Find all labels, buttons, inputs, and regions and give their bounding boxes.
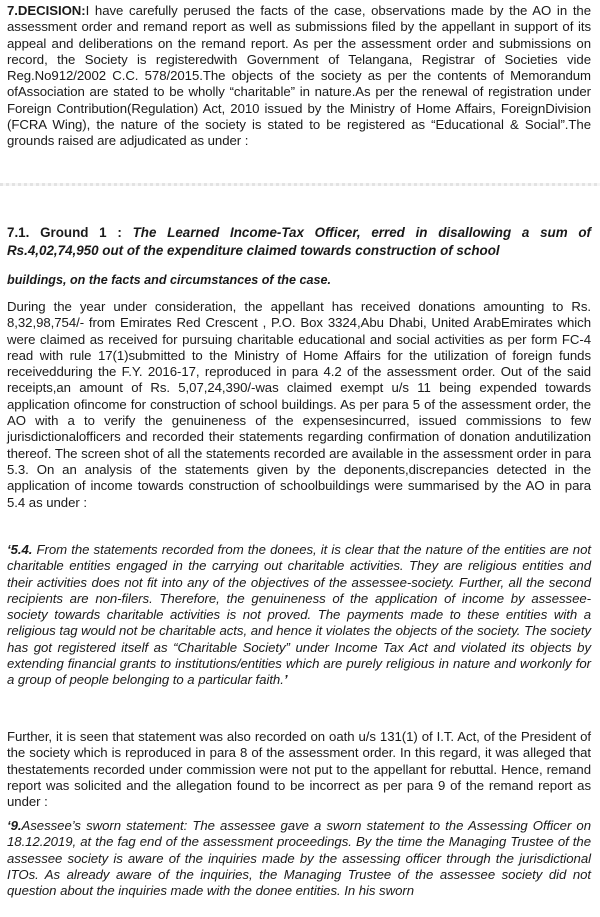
ground-title: The Learned Income-Tax Officer, erred in disallowing a sum of Rs.4,02,74,950 out of the expenditure claimed towards construction of school <box>7 225 592 258</box>
ground-number: 7.1. Ground 1 : <box>7 225 122 240</box>
scan-artifact-line <box>0 183 600 186</box>
oath-paragraph: Further, it is seen that statement was also recorded on oath u/s 131(1) of I.T. Act, of the President of the society which is reproduced in para 8 of the assessment order. In this regard, it was alleged that thestatements recorded under commission were not put to the appellant for rebuttal. Hence, remand report was solicited and the allegation found to be incorrect as per para 9 of the remand report as under : <box>7 729 591 810</box>
quote-9-text: Asessee’s sworn statement: The assessee gave a sworn statement to the Assessing Officer on 18.12.2019, at the fag end of the assessment proceedings. By the time the Managing Trustee of the assessee society is aware of the inquiries made by the assessing officer through the jurisdictional ITOs. As already aware of the inquiries, the Managing Trustee of the assessee society did not question about the inquiries made with the donee entities. In his sworn <box>7 818 591 899</box>
decision-heading: 7.DECISION: <box>7 3 86 18</box>
decision-paragraph <box>7 3 591 150</box>
quote-para-9 <box>7 818 591 899</box>
quote-5-4-close: ’ <box>283 672 288 688</box>
quote-9-lead: ‘9. <box>7 818 22 833</box>
quote-para-5-4 <box>7 542 591 689</box>
quote-5-4-lead: ‘5.4. <box>7 542 33 557</box>
donations-paragraph: During the year under consideration, the appellant has received donations amounting to Rs. 8,32,98,754/- from Emirates Red Crescent , P.O. Box 3324,Abu Dhabi, United ArabEmirates which were claimed as received for pursuing charitable educational and social activities as per form FC-4 read with rule 17(1)submitted to the Ministry of Home Affairs for the utilization of foreign funds receivedduring the F.Y. 2016-17, reproduced in para 4.2 of the assessment order. Out of the said receipts,an amount of Rs. 5,07,24,390/-was claimed exempt u/s 11 being expended towards application ofincome for construction of school buildings. As per para 5 of the assessment order, the AO with a to verify the genuineness of the expensesincurred, issued commissions to few jurisdictionalofficers and recorded their statements regarding confirmation of donation andutilization thereof. The screen shot of all the statements recorded are available in the assessment order in para 5.3. On an analysis of the statements given by the deponents,discrepancies detected in the application of income towards construction of schoolbuildings were summarised by the AO in para 5.4 as under : <box>7 299 591 510</box>
decision-text: I have carefully perused the facts of the case, observations made by the AO in the assessment order and remand report as well as submissions filed by the appellant in support of its appeal and deliberations on the remand report. As per the assessment order and submissions on record, the Society is registeredwith Government of Telangana, Registrar of Societies vide Reg.No912/2002 C.C. 578/2015.The objects of the society as per the contents of Memorandum ofAssociation are stated to be wholly “charitable” in nature.As per the renewal of registration under Foreign Contribution(Regulation) Act, 2010 issued by the Ministry of Home Affairs, ForeignDivision (FCRA Wing), the nature of the society is stated to be registered as “Educational & Social”.The grounds raised are adjudicated as under : <box>7 3 591 149</box>
ground-title-continuation: buildings, on the facts and circumstances of the case. <box>7 273 332 287</box>
quote-5-4-text: From the statements recorded from the donees, it is clear that the nature of the entities are not charitable entities engaged in the carrying out charitable activities. They are religious entities and their activities does not fit into any of the objectives of the assessee-society. Further, all the second recipients are non-filers. Therefore, the genuineness of the application of income by assessee-society towards charitable activities is not proved. The payments made to these entities with a religious tag would not be charitable acts, and hence it violates the objects of the society. The society has got registered itself as “Charitable Society” under Income Tax Act and violated its objects by extending financial grants to institutions/entities which are purely religious in nature and workonly for a group of people belonging to a particular faith. <box>7 542 591 688</box>
ground-1-heading <box>7 224 591 260</box>
